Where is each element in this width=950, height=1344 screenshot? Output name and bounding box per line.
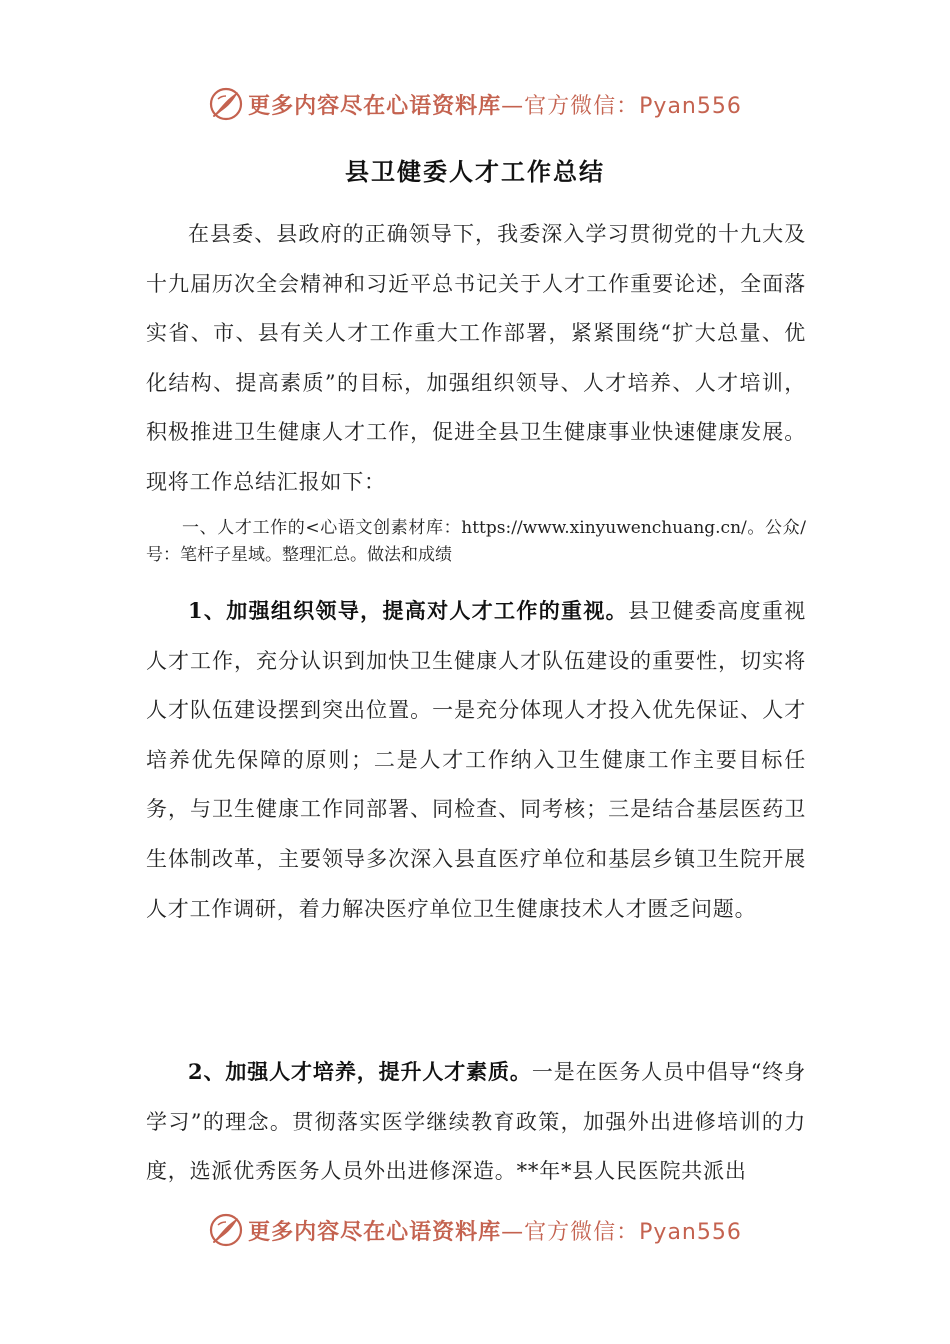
section-heading-1: 一、人才工作的<心语文创素材库：https://www.xinyuwenchuang.cn/。公众/号：笔杆子星域。整理汇总。做法和成绩 [146,518,806,565]
intro-paragraph: 在县委、县政府的正确领导下，我委深入学习贯彻党的十九大及十九届历次全会精神和习近平总书记关于人才工作重要论述，全面落实省、市、县有关人才工作重大工作部署，紧紧围绕“扩大总量、优化结构、提高素质”的目标，加强组织领导、人才培养、人才培训，积极推进卫生健康人才工作，促进全县卫生健康事业快速健康发展。现将工作总结汇报如下： [146,222,806,494]
item-2-paragraph [146,1047,806,1197]
item-1-lead: 1、加强组织领导，提高对人才工作的重视。 [188,598,628,623]
watermark-banner-bottom [0,1206,950,1254]
watermark-separator: — [501,93,525,119]
watermark-separator: — [501,1219,525,1245]
item-2-body: 一是在医务人员中倡导“终身学习”的理念。贯彻落实医学继续教育政策，加强外出进修培训的力度，选派优秀医务人员外出进修深造。**年*县人民医院共派出 [146,1060,806,1184]
watermark-text [248,89,742,120]
watermark-contact: 官方微信：Pyan556 [524,93,742,119]
watermark-banner-top [0,80,950,128]
watermark-brand: 更多内容尽在心语资料库 [248,93,502,119]
quill-logo-icon [208,1212,244,1248]
document-title: 县卫健委人才工作总结 [345,157,605,186]
item-2-lead: 2、加强人才培养，提升人才素质。 [188,1059,532,1084]
quill-logo-icon [208,86,244,122]
watermark-text [248,1215,742,1246]
watermark-brand: 更多内容尽在心语资料库 [248,1219,502,1245]
item-1-body: 县卫健委高度重视人才工作，充分认识到加快卫生健康人才队伍建设的重要性，切实将人才队伍建设摆到突出位置。一是充分体现人才投入优先保证、人才培养优先保障的原则；二是人才工作纳入卫生健康工作主要目标任务，与卫生健康工作同部署、同检查、同考核；三是结合基层医药卫生体制改革，主要领导多次深入县直医疗单位和基层乡镇卫生院开展人才工作调研，着力解决医疗单位卫生健康技术人才匮乏问题。 [146,599,806,921]
watermark-contact: 官方微信：Pyan556 [524,1219,742,1245]
item-1-paragraph [146,586,806,934]
